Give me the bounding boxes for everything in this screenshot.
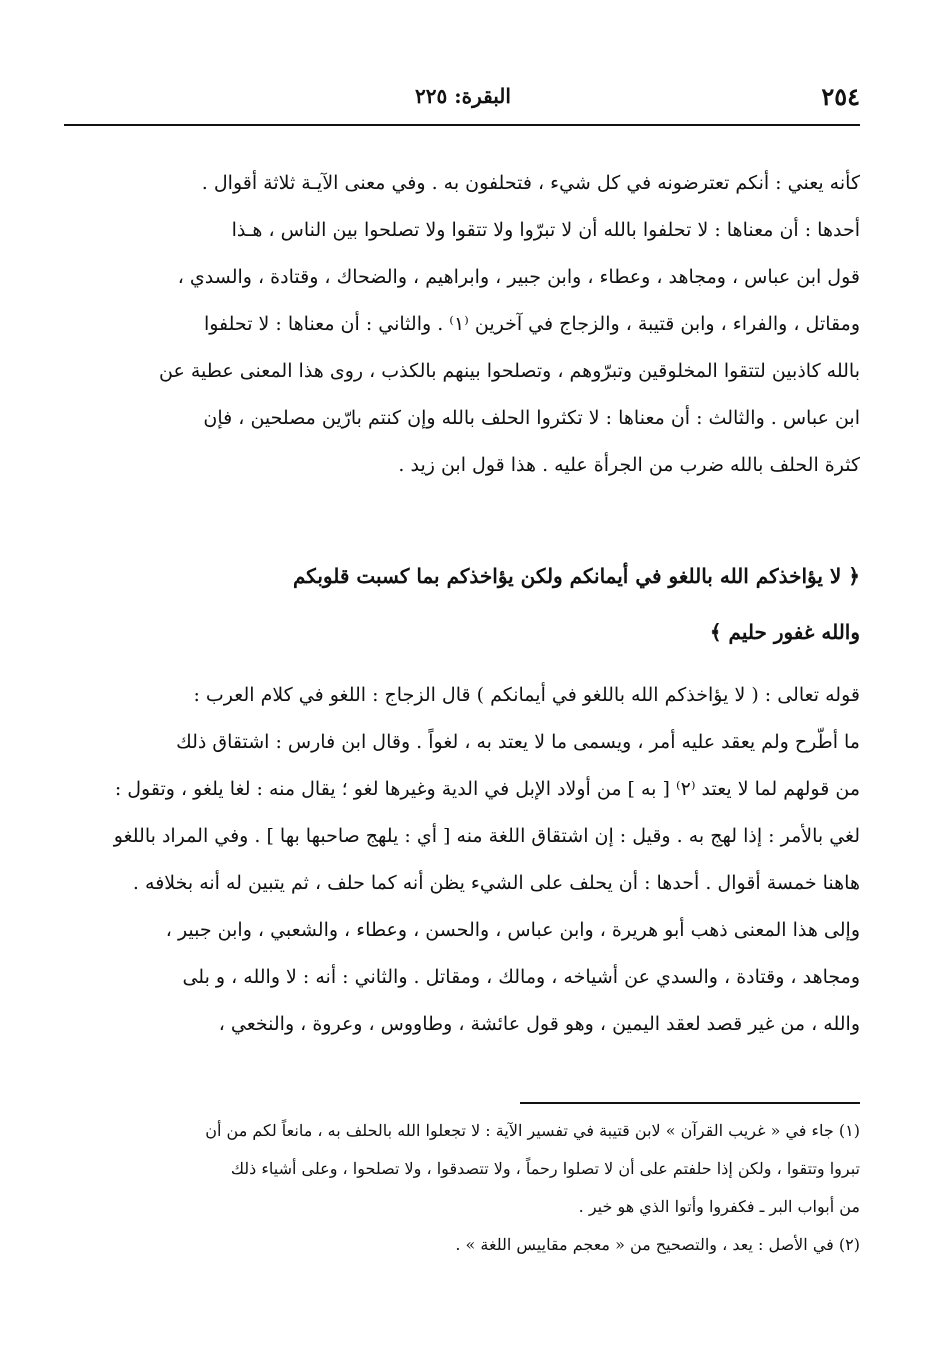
footnote-line: من أبواب البر ـ فكفروا وأتوا الذي هو خير . — [578, 1197, 860, 1216]
footnote-line: تبروا وتتقوا ، ولكن إذا حلفتم على أن لا تصلوا رحماً ، ولا تتصدقوا ، ولا تصلحوا ، وعلى أشياء ذلك — [230, 1159, 860, 1178]
text-line: كأنه يعني : أنكم تعترضونه في كل شيء ، فتحلفون به . وفي معنى الآيـة ثلاثة أقوال . — [201, 172, 860, 194]
footnote-line: (١) جاء في « غريب القرآن » لابن قتيبة في تفسير الآية : لا تجعلوا الله بالحلف به ، مانعاً لكم من أن — [205, 1121, 860, 1140]
text-line: قول ابن عباس ، ومجاهد ، وعطاء ، وابن جبير ، وابراهيم ، والضحاك ، وقتادة ، والسدي ، — [177, 266, 860, 288]
body-paragraph-2 — [64, 672, 860, 1048]
text-line: أحدها : أن معناها : لا تحلفوا بالله أن لا تبرّوا ولا تتقوا ولا تصلحوا بين الناس ، هـذا — [231, 219, 860, 241]
text-line: والله ، من غير قصد لعقد اليمين ، وهو قول عائشة ، وطاووس ، وعروة ، والنخعي ، — [218, 1013, 860, 1035]
text-line: ومقاتل ، والفراء ، وابن قتيبة ، والزجاج في آخرين ⁽١⁾ . والثاني : أن معناها : لا تحلفوا — [203, 313, 860, 335]
text-line: هاهنا خمسة أقوال . أحدها : أن يحلف على الشيء يظن أنه كما حلف ، ثم يتبين له أنه بخلافه . — [132, 872, 860, 894]
text-line: بالله كاذبين لتتقوا المخلوقين وتبرّوهم ، وتصلحوا بينهم بالكذب ، روى هذا المعنى عطية عن — [158, 360, 860, 382]
verse-line: ﴿ لا يؤاخذكم الله باللغو في أيمانكم ولكن يؤاخذكم بما كسبت قلوبكم — [292, 564, 860, 588]
text-line: ومجاهد ، وقتادة ، والسدي عن أشياخه ، ومالك ، ومقاتل . والثاني : أنه : لا والله ، و بلى — [182, 966, 860, 988]
text-line: من قولهم لما لا يعتد ⁽٢⁾ [ به ] من أولاد الإبل في الدية وغيرها لغو ؛ يقال منه : لغا يلغو ، وتقول : — [114, 778, 860, 800]
text-line: قوله تعالى : ( لا يؤاخذكم الله باللغو في أيمانكم ) قال الزجاج : اللغو في كلام العرب : — [193, 684, 860, 706]
header-rule — [64, 124, 860, 126]
page-header — [66, 78, 860, 122]
running-head: البقرة: ٢٢٥ — [415, 84, 511, 108]
footnote-rule — [520, 1102, 860, 1104]
text-line: ابن عباس . والثالث : أن معناها : لا تكثروا الحلف بالله وإن كنتم بارّين مصلحين ، فإن — [203, 407, 860, 429]
text-line: كثرة الحلف بالله ضرب من الجرأة عليه . هذا قول ابن زيد . — [398, 454, 860, 476]
footnotes — [64, 1112, 860, 1264]
text-line: وإلى هذا المعنى ذهب أبو هريرة ، وابن عباس ، والحسن ، وعطاء ، والشعبي ، وابن جبير ، — [165, 919, 860, 941]
text-line: لغي بالأمر : إذا لهج به . وقيل : إن اشتقاق اللغة منه [ أي : يلهج صاحبها بها ] . وفي المراد باللغو — [113, 825, 860, 847]
footnote-line: (٢) في الأصل : يعد ، والتصحيح من « معجم مقاييس اللغة » . — [455, 1235, 860, 1254]
text-line: ما أطّرح ولم يعقد عليه أمر ، ويسمى ما لا يعتد به ، لغواً . وقال ابن فارس : اشتقاق ذلك — [176, 731, 860, 753]
quran-verse — [64, 548, 860, 660]
verse-line: والله غفور حليم ﴾ — [709, 620, 860, 644]
body-paragraph-1 — [64, 160, 860, 489]
page-number: ٢٥٤ — [821, 82, 860, 111]
